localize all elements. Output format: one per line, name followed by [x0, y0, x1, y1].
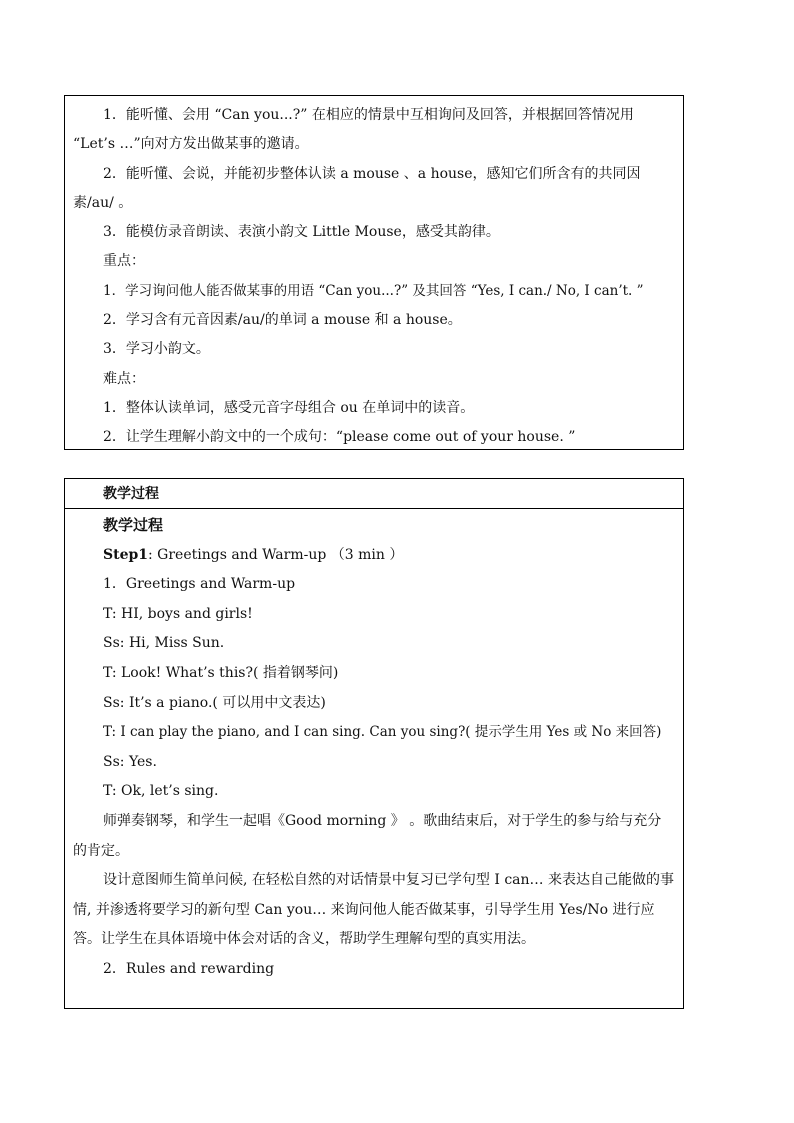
objectives-box [64, 95, 684, 450]
key-point-1: 1．学习询问他人能否做某事的用语 “Can you...?” 及其回答 “Yes, I can./ No, I can’t. ” [103, 282, 644, 299]
dialogue-line: T: Look! What’s this?( 指着钢琴问) [103, 664, 339, 681]
activity-paragraph: 师弹奏钢琴，和学生一起唱《Good morning 》 。歌曲结束后，对于学生的参与给与充分的肯定。 [73, 812, 662, 859]
dialogue-line: Ss: Hi, Miss Sun. [103, 635, 225, 652]
objective-3: 3．能模仿录音朗读、表演小韵文 Little Mouse，感受其韵律。 [103, 224, 500, 241]
objective-1: 1．能听懂、会用 “Can you...?” 在相应的情景中互相询问及回答，并根据回答情况用 “Let’s …”向对方发出做某事的邀请。 [73, 107, 634, 153]
key-point-2: 2．学习含有元音因素/au/的单词 a mouse 和 a house。 [103, 312, 462, 329]
step1-line [73, 541, 675, 571]
objective-2: 2．能听懂、会说，并能初步整体认读 a mouse 、a house，感知它们所含有的共同因素/au/ 。 [73, 165, 641, 211]
process-box [64, 478, 684, 1009]
dialogue-line: T: I can play the piano, and I can sing. Can you sing?( 提示学生用 Yes 或 No 来回答) [103, 724, 662, 741]
process-title: 教学过程 [103, 516, 164, 534]
dialogue-line: T: HI, boys and girls! [103, 605, 253, 622]
difficult-label: 难点： [103, 370, 145, 387]
rules-line: 2．Rules and rewarding [103, 960, 275, 977]
difficult-point-2: 2．让学生理解小韵文中的一个成句：“please come out of your house. ” [103, 429, 576, 446]
step1-label: Step1 [103, 546, 149, 563]
difficult-point-1: 1．整体认读单词，感受元音字母组合 ou 在单词中的读音。 [103, 399, 475, 416]
design-intent-paragraph: 设计意图师生简单问候, 在轻松自然的对话情景中复习已学句型 I can… 来表达自己能做的事情, 并渗透将要学习的新句型 Can you… 来询问他人能否做某事，引导学生用 Yes/No 进行应答。让学生在具体语境中体会对话的含义，帮助学生理解句型的真实用法。 [73, 872, 674, 948]
process-body [65, 509, 683, 985]
process-header-row [65, 479, 683, 509]
key-points-label: 重点： [103, 253, 145, 270]
step1-text: : Greetings and Warm-up （3 min ） [148, 546, 404, 563]
process-header: 教学过程 [103, 486, 159, 502]
key-point-3: 3．学习小韵文。 [103, 341, 210, 358]
dialogue-line: T: Ok, let’s sing. [103, 783, 219, 800]
dialogue-line: Ss: Yes. [103, 753, 157, 770]
dialogue-line: 1．Greetings and Warm-up [103, 576, 296, 593]
dialogue-line: Ss: It’s a piano.( 可以用中文表达) [103, 694, 326, 711]
